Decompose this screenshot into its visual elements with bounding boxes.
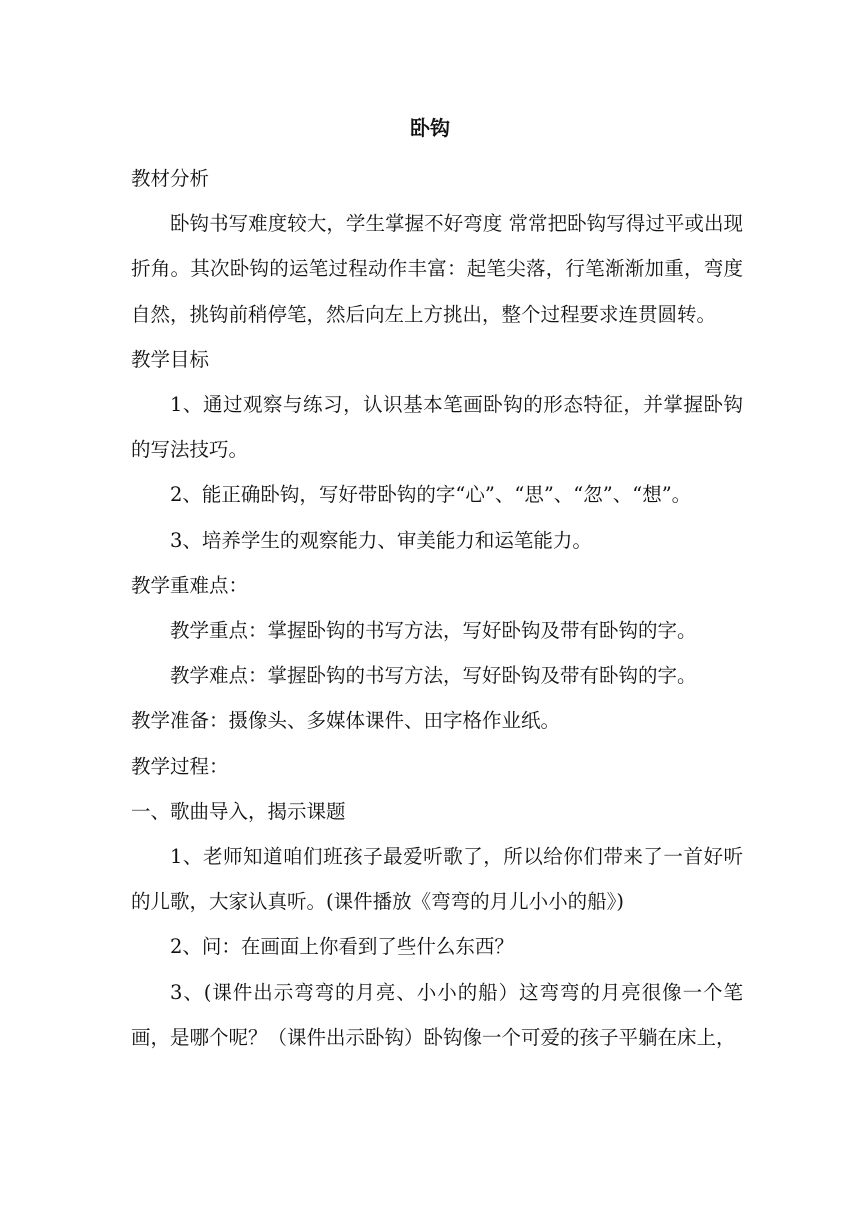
key-point: 教学重点：掌握卧钩的书写方法，写好卧钩及带有卧钩的字。: [170, 619, 697, 643]
process-step-2: 2、问：在画面上你看到了些什么东西？: [170, 935, 514, 959]
goals-heading: 教学目标: [131, 347, 210, 371]
process-step-3: 3、(课件出示弯弯的月亮、小小的船）这弯弯的月亮很像一个笔画，是哪个呢？（课件出示卧钩）卧钩像一个可爱的孩子平躺在床上，: [131, 980, 743, 1049]
key-points-heading: 教学重难点：: [131, 573, 249, 597]
document-title: 卧钩: [410, 116, 450, 140]
process-step-1: 1、老师知道咱们班孩子最爱听歌了，所以给你们带来了一首好听的儿歌，大家认真听。(课件播放《弯弯的月儿小小的船》): [131, 845, 743, 914]
goal-item-3: 3、培养学生的观察能力、审美能力和运笔能力。: [170, 528, 592, 552]
goal-item-2: 2、能正确卧钩，写好带卧钩的字“心”、“思”、“忽”、“想”。: [170, 483, 692, 507]
document-body: [131, 156, 743, 1060]
analysis-heading: 教材分析: [131, 167, 210, 190]
preparation: 教学准备：摄像头、多媒体课件、田字格作业纸。: [131, 709, 561, 733]
analysis-paragraph: 卧钩书写难度较大，学生掌握不好弯度 常常把卧钩写得过平或出现折角。其次卧钩的运笔过程动作丰富：起笔尖落，行笔渐渐加重，弯度自然，挑钩前稍停笔，然后向左上方挑出，整个过程要求连贯圆转。: [131, 212, 743, 326]
process-heading: 教学过程：: [131, 754, 229, 778]
difficult-point: 教学难点：掌握卧钩的书写方法，写好卧钩及带有卧钩的字。: [170, 664, 697, 688]
goal-item-1: 1、通过观察与练习，认识基本笔画卧钩的形态特征，并掌握卧钩的写法技巧。: [131, 393, 743, 462]
part1-heading: 一、歌曲导入，揭示课题: [131, 799, 346, 823]
